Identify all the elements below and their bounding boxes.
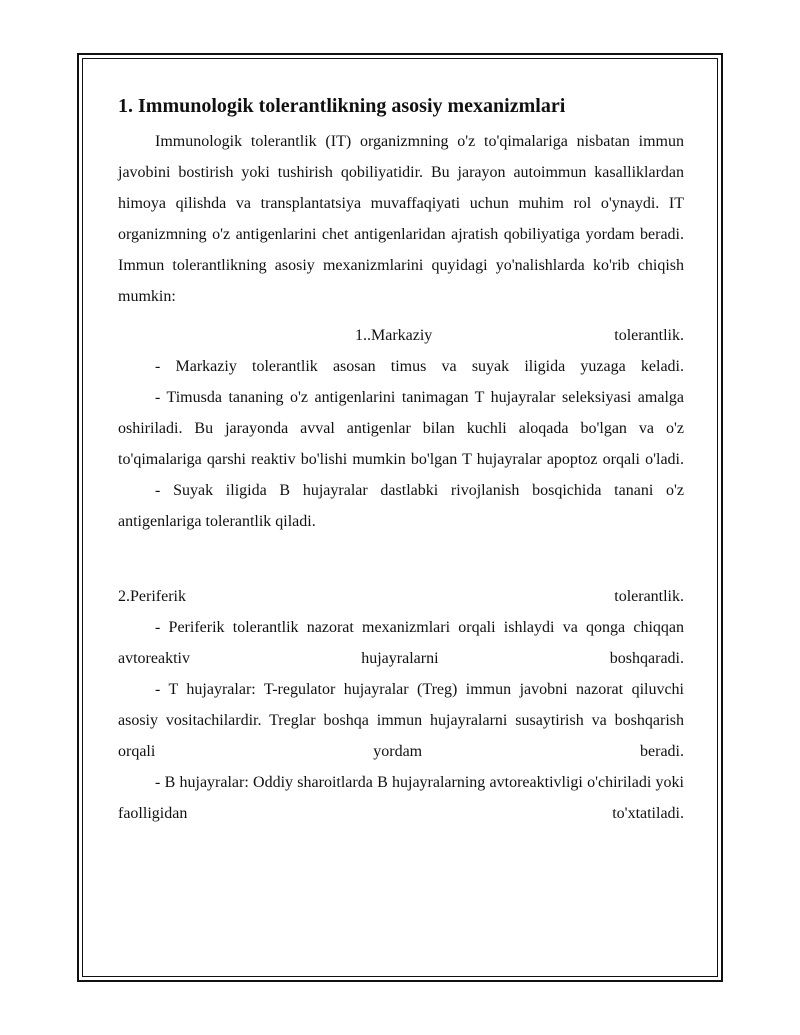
- section2-heading: 2.Periferik tolerantlik.: [118, 588, 684, 605]
- section2-bullet2: - T hujayralar: T-regulator hujayralar (Treg) immun javobni nazorat qiluvchi asosiy vositachilardir. Treglar boshqa immun hujayralarni susaytirish va boshqarish orqali yordam beradi.: [118, 681, 684, 760]
- intro-paragraph: Immunologik tolerantlik (IT) organizmning o'z to'qimalariga nisbatan immun javobini bostirish yoki tushirish qobiliyatidir. Bu jarayon autoimmun kasalliklardan himoya qilishda va transplantatsiya muvaffaqiyati uchun muhim rol o'ynaydi. IT organizmning o'z antigenlarini chet antigenlaridan ajratish qobiliyatiga yordam beradi. Immun tolerantlikning asosiy mexanizmlarini quyidagi yo'nalishlarda ko'rib chiqish mumkin:: [118, 133, 684, 305]
- section-title: 1. Immunologik tolerantlikning asosiy mexanizmlari: [118, 95, 566, 117]
- section1-bullet3: - Suyak iligida B hujayralar dastlabki rivojlanish bosqichida tanani o'z antigenlariga tolerantlik qiladi.: [118, 482, 684, 530]
- document-body: [118, 90, 684, 829]
- section2-bullet1: - Periferik tolerantlik nazorat mexanizmlari orqali ishlaydi va qonga chiqqan avtoreaktiv hujayralarni boshqaradi.: [118, 619, 684, 667]
- section2-bullet3: - B hujayralar: Oddiy sharoitlarda B hujayralarning avtoreaktivligi o'chiriladi yoki faolligidan to'xtatiladi.: [118, 774, 684, 822]
- section1-bullet1: - Markaziy tolerantlik asosan timus va suyak iligida yuzaga keladi.: [155, 358, 684, 375]
- section1-bullet2: - Timusda tananing o'z antigenlarini tanimagan T hujayralar seleksiyasi amalga oshiriladi. Bu jarayonda avval antigenlar bilan kuchli aloqada bo'lgan va o'z to'qimalariga qarshi reaktiv bo'lishi mumkin bo'lgan T hujayralar apoptoz orqali o'ladi.: [118, 389, 684, 468]
- spacer: [118, 568, 684, 581]
- spacer: [118, 537, 684, 568]
- section1-heading: 1..Markaziy tolerantlik.: [355, 327, 684, 344]
